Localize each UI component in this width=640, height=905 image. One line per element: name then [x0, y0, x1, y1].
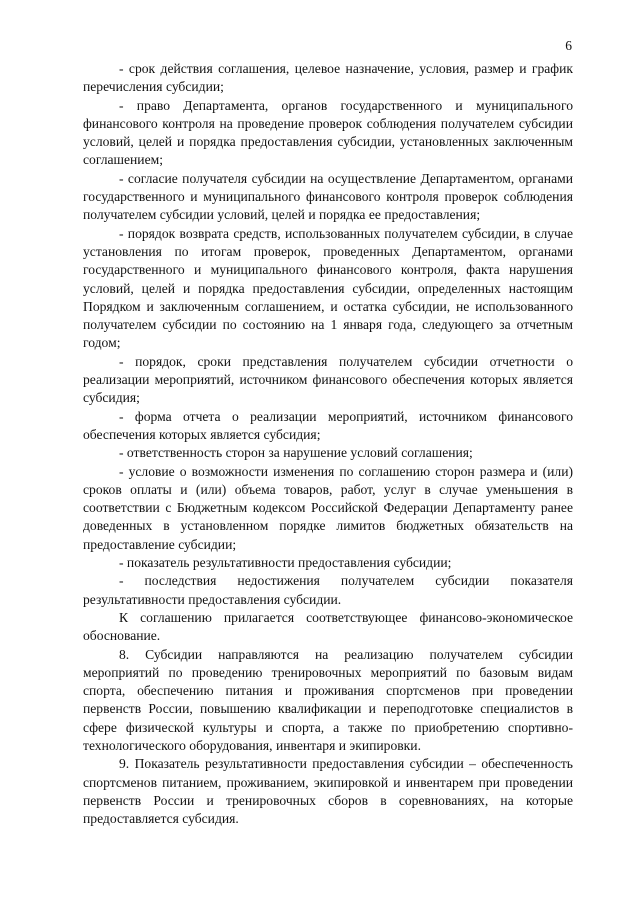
paragraph-section-8: 8. Субсидии направляются на реализацию получателем субсидии мероприятий по проведению тренировочных мероприятий по базовым видам спорта, обеспечению питания и проживания спортсменов при проведении первенств России, повышению квалификации и переподготовке специалистов в сфере физической культуры и спорта, а также по приобретению спортивно-технологического оборудования, инвентаря и экипировки. [83, 646, 573, 753]
paragraph-refund-procedure: - порядок возврата средств, использованных получателем субсидии, в случае установления по итогам проверок, проведенных Департаментом, органами государственного и муниципального финансового контроля, факта нарушения условий, целей и порядка предоставления субсидии, определенных настоящим Порядком и заключенным соглашением, и остатка субсидии, не использованного получателем субсидии по состоянию на 1 января года, следующего за отчетным годом; [83, 225, 573, 351]
page-number: 6 [565, 38, 572, 53]
paragraph-recipient-consent: - согласие получателя субсидии на осуществление Департаментом, органами государственного и муниципального финансового контроля проверок соблюдения получателем субсидии условий, целей и порядка ее предоставления; [83, 170, 573, 223]
paragraph-reporting-procedure: - порядок, сроки представления получателем субсидии отчетности о реализации мероприятий, источником финансового обеспечения которых является субсидия; [83, 353, 573, 406]
paragraph-agreement-term: - срок действия соглашения, целевое назначение, условия, размер и график перечисления субсидии; [83, 61, 573, 95]
paragraph-financial-justification: К соглашению прилагается соответствующее финансово-экономическое обоснование. [83, 609, 573, 644]
document-body [83, 60, 573, 828]
paragraph-non-achievement-consequences: - последствия недостижения получателем субсидии показателя результативности предоставления субсидии. [83, 573, 573, 607]
paragraph-section-9: 9. Показатель результативности предоставления субсидии – обеспеченность спортсменов питанием, проживанием, экипировкой и инвентарем при проведении первенств России и тренировочных сборов в соревнованиях, на которые предоставляется субсидия. [83, 756, 573, 827]
paragraph-department-inspection-right: - право Департамента, органов государственного и муниципального финансового контроля на проведение проверок соблюдения получателем субсидии условий, целей и порядка предоставления субсидии, установленных заключенным соглашением; [83, 97, 573, 168]
paragraph-report-form: - форма отчета о реализации мероприятий, источником финансового обеспечения которых является субсидия; [83, 408, 573, 442]
paragraph-performance-indicator: - показатель результативности предоставления субсидии; [119, 555, 452, 571]
paragraph-liability: - ответственность сторон за нарушение условий соглашения; [119, 445, 473, 461]
paragraph-amendment-condition: - условие о возможности изменения по соглашению сторон размера и (или) сроков оплаты и (или) объема товаров, работ, услуг в случае уменьшения в соответствии с Бюджетным кодексом Российской Федерации Департаменту ранее доведенных в установленном порядке лимитов бюджетных обязательств на предоставление субсидии; [83, 463, 573, 552]
